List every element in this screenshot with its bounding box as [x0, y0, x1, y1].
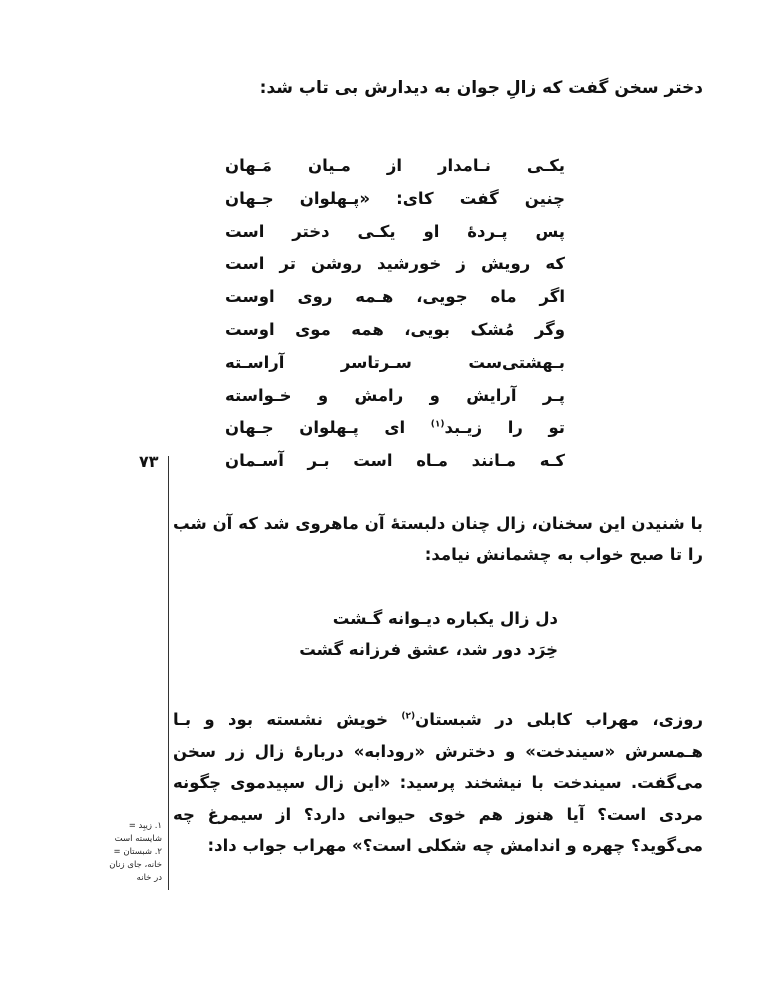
poem-verse: وگر مُشک بویی، همه موی اوست [225, 319, 565, 339]
poem-verse: پـر آرایش و رامش و خـواسته [225, 385, 565, 405]
margin-divider [168, 456, 169, 890]
poem-verse: خِرَد دور شد، عشق فرزانه گشت [299, 640, 558, 659]
poem-verse: پس پـردهٔ او یکـی دختر است [225, 221, 565, 241]
poem-verse: بـهشتی‌ست سـرتاسر آراسـته [225, 352, 565, 372]
poem-verse: که رویش ز خورشید روشن تر است [225, 254, 565, 274]
paragraph-2-start: روزی، مهراب کابلی در شبستان [415, 710, 703, 729]
page-number: ۷۳ [139, 452, 159, 471]
poem-verse-rest: ای پـهلوان جـهان [225, 418, 431, 438]
poem-verse: چنین گفت کای: «پـهلوان جـهان [225, 188, 565, 208]
footnote-1: ۱. زیبِد = شایسته است [114, 821, 162, 844]
poem-verse: کـه مـانند مـاه است بـر آسـمان [225, 451, 565, 471]
intro-line: دختر سخن گفت که زالِ جوان به دیدارش بی تاب شد: [259, 78, 703, 98]
footnote-marker-2: (۲) [401, 711, 416, 722]
paragraph-1: با شنیدن این سخنان، زال چنان دلبستهٔ آن ماهروی شد که آن شب را تا صبح خواب به چشمانش نیامد: [173, 514, 703, 564]
footnotes [104, 820, 162, 885]
poem-verse: اگر ماه جویی، هـمه روی اوست [225, 287, 565, 307]
footnote-2: ۲. شبستان = خانه، جای زنان در خانه [109, 847, 162, 883]
poem-stanza-2 [299, 603, 558, 665]
poem-verse: دل زال یکباره دیـوانه گـشت [332, 609, 558, 628]
poem-stanza-1 [225, 150, 565, 478]
poem-verse-with-footnote [225, 412, 565, 445]
paragraph-2 [173, 704, 703, 862]
footnote-marker-1: (۱) [430, 419, 445, 430]
paragraph-2-rest: خویش نشسته بود و بـا هـمسرش «سیندخت» و دخترش «رودابه» دربارهٔ زال زر سخن می‌گفت. سیندخت با نیشخند پرسید: «این زال سپیدموی چگونه مردی است؟ آیا هنوز هم خوی حیوانی دارد؟ از سیمرغ چه می‌گوید؟ چهره و اندامش چه شکلی است؟» مهراب جواب داد: [173, 710, 703, 855]
poem-verse-text: تو را زیـبد [444, 418, 565, 438]
poem-verse: یکـی نـامدار از مـیان مَـهان [225, 156, 565, 175]
